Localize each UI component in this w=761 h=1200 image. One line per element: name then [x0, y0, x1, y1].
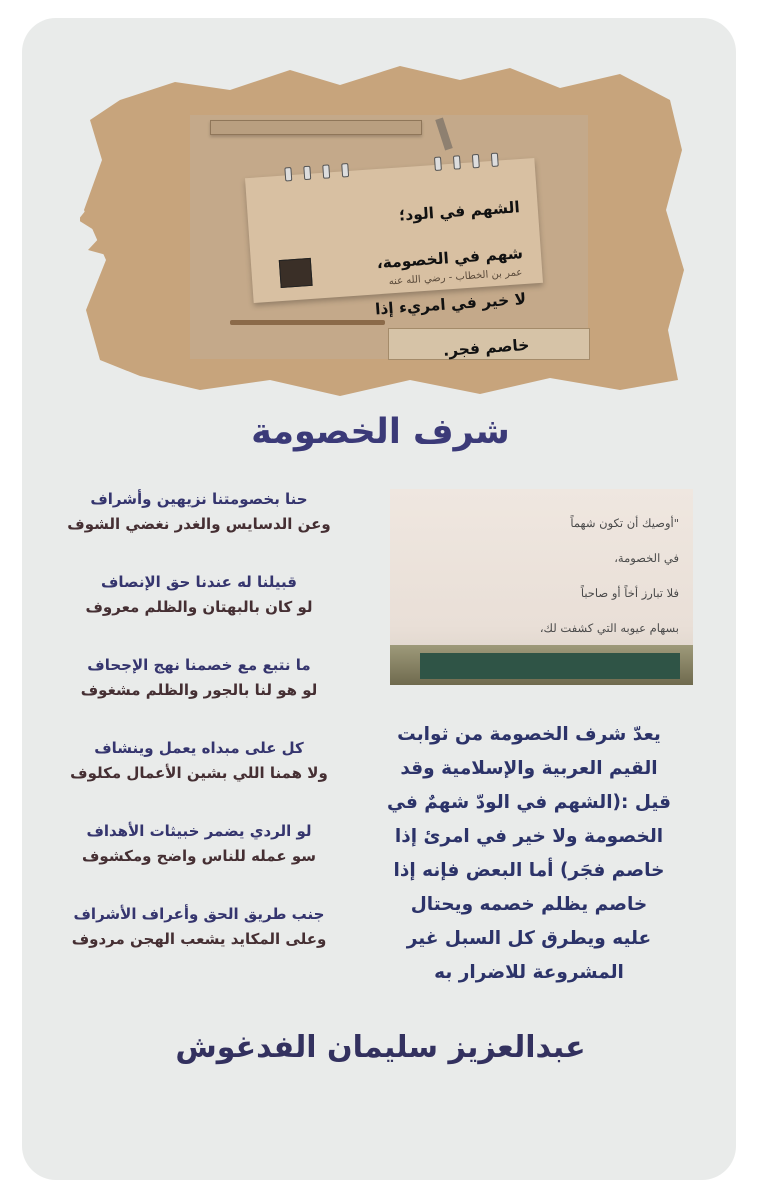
- poem-stanza: حنا بخصومتنا نزيهين وأشراف وعن الدسايس والغدر نغضي الشوف: [67, 490, 331, 533]
- description-paragraph: يعدّ شرف الخصومة من ثوابت القيم العربية والإسلامية وقد قيل :(الشهم في الودّ شهمٌ في الخصومة ولا خير في امرئ إذا خاصم فجَر) أما البعض فإنه إذا خاصم يظلم خصمه ويحتال عليه ويطرق كل السبل غير المشروعة للاضرار به: [386, 724, 672, 983]
- window-frame: [390, 645, 693, 685]
- page-title: شرف الخصومة: [251, 412, 510, 452]
- poem-stanza: كل على مبداه يعمل وينشاف ولا همنا اللي بشين الأعمال مكلوف: [70, 739, 328, 782]
- notebook-note: [245, 158, 543, 360]
- poem-stanza: جنب طريق الحق وأعراف الأشراف وعلى المكايد يشعب الهجن مردوف: [71, 905, 327, 948]
- poem-stanza: ما نتبع مع خصمنا نهج الإجحاف لو هو لنا بالجور والظلم مشغوف: [80, 656, 318, 699]
- photo-quote-text: "أوصيك أن تكون شهماً في الخصومة، فلا تبارز أخاً أو صاحباً بسهام عيوبه التي كشفت لك،: [539, 515, 679, 635]
- pencil-decoration: [210, 120, 422, 135]
- author-name: عبدالعزيز سليمان الفدغوش: [175, 1030, 586, 1065]
- poem: [38, 487, 360, 985]
- poem-stanza: لو الردي يضمر خبيثات الأهداف سو عمله للناس واضح ومكشوف: [82, 822, 316, 865]
- quote-credit: عمر بن الخطاب - رضي الله عنه: [388, 267, 523, 288]
- logo-badge: [279, 258, 313, 288]
- notebook-rings: [434, 153, 499, 171]
- poem-stanza: قبيلنا له عندنا حق الإنصاف لو كان بالبهتان والظلم معروف: [85, 573, 313, 616]
- notebook-rings: [284, 163, 349, 181]
- quote-photo: [390, 489, 693, 685]
- board-decoration: [420, 653, 680, 679]
- notebook-quote: الشهم في الود؛ شهم في الخصومة، لا خير في امريء إذا خاصم فجر.: [374, 198, 530, 360]
